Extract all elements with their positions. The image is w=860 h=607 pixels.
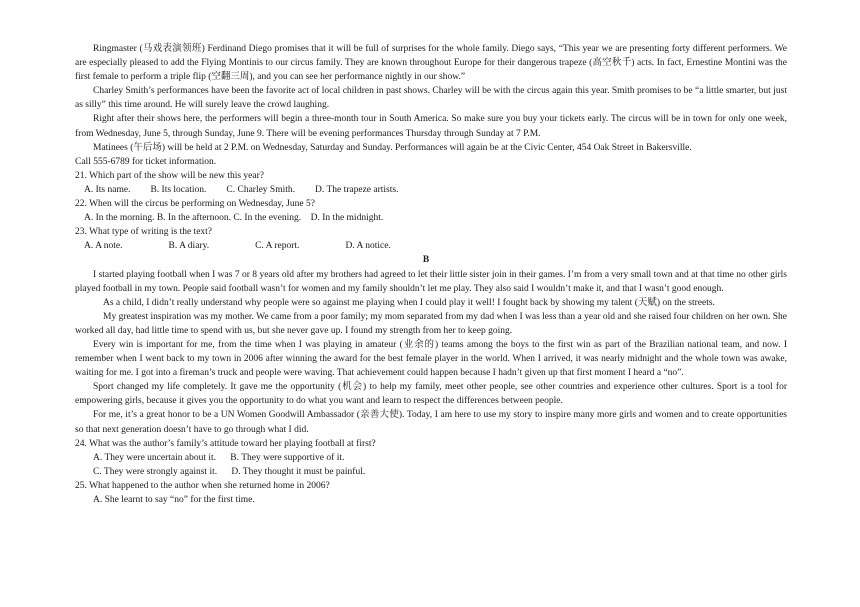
- option-21-b: B. Its location.: [150, 184, 207, 195]
- passage-b-paragraph: For me, it’s a great honor to be a UN Women Goodwill Ambassador (亲善大使). Today, I am here to use my story to inspire many more girls and women and to create opportunities so that next generation doesn’t have to go through what I did.: [75, 410, 787, 435]
- section-b-title: B: [422, 255, 430, 266]
- question-21: 21. Which part of the show will be new this year?: [75, 170, 264, 181]
- passage-b-paragraph: Sport changed my life completely. It gave me the opportunity (机会) to help my family, meet other people, see other countries and experience other cultures. Sport is a tool for empowering girls, because it gives you the opportunity to do what you want and learn to respect the differences between people.: [75, 382, 787, 407]
- option-24-c: C. They were strongly against it.: [93, 466, 218, 477]
- passage-b-paragraph: My greatest inspiration was my mother. We came from a poor family; my mom separated from my dad when I was less than a year old and she raised four children on her own. She worked all day, had little time to spend with us, but she never gave up. I found my strength from her to keep going.: [75, 311, 787, 336]
- option-21-a: A. Its name.: [84, 184, 131, 195]
- option-25-a: A. She learnt to say “no” for the first time.: [93, 495, 255, 505]
- options-21: [75, 183, 787, 197]
- options-24-row-1: [75, 451, 787, 465]
- option-23-d: D. A notice.: [345, 241, 391, 252]
- option-22-c: C. In the evening.: [233, 213, 302, 224]
- option-22-a: A. In the morning.: [84, 213, 155, 224]
- option-23-b: B. A diary.: [168, 241, 210, 252]
- passage-a: [75, 42, 787, 169]
- passage-b-paragraph: I started playing football when I was 7 or 8 years old after my brothers had agreed to let their little sister join in their games. I’m from a very small town and at that time no other girls played football in my town. People said football wasn’t for women and my family shouldn’t let me play. They also said I wouldn’t make it, and that I wasn’t good enough.: [75, 269, 787, 294]
- option-23-c: C. A report.: [255, 241, 300, 252]
- question-23: 23. What type of writing is the text?: [75, 227, 213, 238]
- options-25-row-1: [75, 493, 787, 507]
- passage-a-paragraph: Right after their shows here, the performers will begin a three-month tour in South America. So make sure you buy your tickets early. The circus will be in town for only one week, from Wednesday, June 5, through Sunday, June 9. There will be evening performances Thursday through Sunday at 7 P.M.: [75, 114, 787, 139]
- option-22-b: B. In the afternoon.: [156, 213, 231, 224]
- question-block-a: [75, 169, 787, 254]
- passage-a-paragraph: Charley Smith’s performances have been the favorite act of local children in past shows. Charley will be with the circus again this year. Smith promises to be “a little smarter, but just as silly” this time around. He will surely leave the crowd laughing.: [75, 86, 787, 111]
- options-24-row-2: [75, 465, 787, 479]
- exam-page: [75, 42, 787, 507]
- options-23: [75, 239, 787, 253]
- option-24-b: B. They were supportive of it.: [230, 452, 345, 463]
- option-24-a: A. They were uncertain about it.: [93, 452, 217, 463]
- option-24-d: D. They thought it must be painful.: [231, 466, 366, 477]
- passage-b: [75, 268, 787, 437]
- option-23-a: A. A note.: [84, 241, 123, 252]
- option-21-d: D. The trapeze artists.: [315, 184, 399, 195]
- passage-a-paragraph: Matinees (午后场) will be held at 2 P.M. on Wednesday, Saturday and Sunday. Performances will again be at the Civic Center, 454 Oak Street in Bakersville.: [93, 142, 692, 153]
- options-22: [75, 211, 787, 225]
- option-21-c: C. Charley Smith.: [226, 184, 296, 195]
- passage-a-paragraph: Ringmaster (马戏表演领班) Ferdinand Diego promises that it will be full of surprises for the whole family. Diego says, “This year we are presenting forty different performers. We are especially pleased to add the Flying Montinis to our circus family. They are known throughout Europe for their dangerous trapeze (高空秋千) acts. In fact, Ernestine Montini was the first female to perform a triple flip (空翻三周), and you can see her performance nightly in our show.”: [75, 44, 787, 83]
- question-25: 25. What happened to the author when she returned home in 2006?: [75, 480, 330, 491]
- passage-b-paragraph: Every win is important for me, from the time when I was playing in amateur (业余的) teams among the boys to the first win as part of the Brazilian national team, and now. I remember when I went back to my town in 2006 after winning the award for the best female player in the world. When I arrived, it was nearly midnight and the whole town was awake, waiting for me. I got into a fireman’s truck and people were waving. That achievement could happen because I hadn’t given up that first moment I heard a “no”.: [75, 339, 787, 379]
- question-24: 24. What was the author’s family’s attitude toward her playing football at first?: [75, 438, 376, 449]
- call-line: Call 555-6789 for ticket information.: [75, 156, 217, 167]
- passage-b-paragraph: As a child, I didn’t really understand why people were so against me playing when I could play it well! I fought back by showing my talent (天赋) on the streets.: [103, 297, 715, 308]
- option-22-d: D. In the midnight.: [310, 213, 384, 224]
- question-22: 22. When will the circus be performing on Wednesday, June 5?: [75, 199, 315, 210]
- question-block-b: [75, 437, 787, 507]
